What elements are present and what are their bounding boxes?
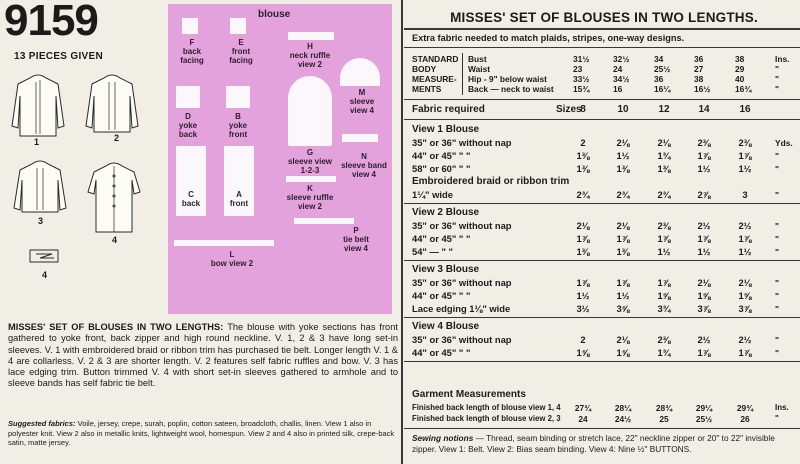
size-header: 14: [698, 104, 710, 115]
fabric-row-value: 1⅞: [697, 233, 711, 244]
description-heading: MISSES' SET OF BLOUSES IN TWO LENGTHS:: [8, 322, 224, 332]
fabric-row-value: 1⅞: [657, 277, 671, 288]
piece-P-letter: P: [353, 226, 359, 235]
sewing-label: Sewing notions: [412, 433, 474, 443]
measurement-value: 36: [654, 74, 664, 84]
measurement-value: 33½: [573, 74, 590, 84]
fabric-row-value: 2½: [697, 220, 711, 231]
piece-K: [286, 176, 336, 182]
piece-H: [288, 32, 334, 40]
measurement-value: 38: [694, 74, 704, 84]
fabric-row-value: 2⅜: [697, 137, 711, 148]
fabric-row-value: 1½: [616, 290, 630, 301]
view-title: View 4 Blouse: [412, 321, 480, 332]
description-body: The blouse with yoke sections has front gathered to yoke front, back zipper and high round neckline. V. 1, 2 & 3 have long set-in sleeves. V. 1 with embroidered braid or ribbon trim has purchased tie belt. Longer length V. 1 & 4 are collarless. V. 2 & 3 are shorter length. V. 2 features self fabric ruffles and bow. V. 3 has lace edging trim. Button trimmed V. 4 with short set-in sleeves gathered to armhole and to sleeve bands has self fabric tie belt.: [8, 322, 398, 389]
subtitle-rule: [404, 47, 800, 48]
fabrics-text: Voile, jersey, crepe, surah, poplin, cotton sateen, broadcloth, challis, linen. View 1 also in polyester knit. View 2 also in metallic knits, lightweight wool, homespun. View 2 and 4 also in printed silk, crepe-back satin, matte jersey.: [8, 419, 395, 448]
fabric-row-label: 44" or 45" " ": [412, 150, 471, 161]
fabric-row-value: 1⅜: [657, 163, 671, 174]
label-B: [224, 112, 252, 139]
sizes-rule: [404, 119, 800, 120]
fabric-row-value: 2⅛: [616, 137, 630, 148]
standard-label-3: MENTS: [412, 84, 442, 94]
fabric-row-value: 1⅝: [697, 290, 711, 301]
fabric-row-value: 1⅞: [738, 233, 752, 244]
chart-subtitle: Extra fabric needed to match plaids, stripes, one-way designs.: [412, 33, 685, 43]
chart-title: MISSES' SET OF BLOUSES IN TWO LENGTHS.: [450, 10, 758, 25]
trim-row-unit: ": [775, 190, 779, 200]
garment-unit: ": [775, 414, 779, 423]
fabric-row-label: 54" — " ": [412, 246, 453, 257]
fabric-required-label: Fabric required: [412, 104, 485, 115]
pattern-number: 9159: [4, 0, 98, 45]
measurement-value: 34: [654, 54, 664, 64]
fabric-row-unit: ": [775, 348, 779, 358]
fabric-row-value: 1⅜: [616, 246, 630, 257]
view-illustrations: [0, 62, 166, 318]
pieces-given: 13 PIECES GIVEN: [14, 51, 103, 62]
trim-title: Embroidered braid or ribbon trim: [412, 176, 570, 187]
piece-E-name: front facing: [229, 47, 253, 65]
fabric-row-unit: ": [775, 278, 779, 288]
label-H: [280, 42, 340, 69]
fabric-row-value: 1⅞: [576, 277, 590, 288]
fabric-row-value: 2⅛: [657, 137, 671, 148]
fabric-row-unit: ": [775, 151, 779, 161]
piece-E: [230, 18, 246, 34]
garment-rule: [404, 428, 800, 429]
piece-M-name: sleeve view 4: [349, 97, 375, 115]
size-header: 12: [658, 104, 670, 115]
label-K: [278, 184, 342, 211]
fabric-row-value: 2⅛: [616, 334, 630, 345]
measurement-label: Bust: [468, 54, 487, 64]
blouse-sketches: [0, 62, 166, 318]
garment-value: 26: [740, 414, 750, 424]
piece-C-name: back: [181, 199, 201, 208]
piece-M-letter: M: [358, 88, 366, 97]
fabric-row-value: 3⅝: [616, 303, 630, 314]
pattern-description: [8, 322, 398, 390]
piece-H-letter: H: [307, 42, 313, 51]
fabric-row-label: 35" or 36" without nap: [412, 220, 512, 231]
figure-label-3: 3: [38, 216, 44, 226]
piece-D-letter: D: [185, 112, 191, 121]
figure-label-4b: 4: [42, 270, 48, 280]
fabric-row-value: 1⅞: [697, 347, 711, 358]
piece-F-name: back facing: [180, 47, 204, 65]
measurement-unit: ": [775, 74, 779, 84]
measurement-value: 38: [735, 54, 745, 64]
size-header: 10: [617, 104, 629, 115]
piece-G: [288, 76, 332, 146]
measurement-value: 15¾: [573, 84, 590, 94]
piece-L: [174, 240, 274, 246]
fabric-row-unit: ": [775, 291, 779, 301]
fabric-row-value: 3⅞: [738, 303, 752, 314]
view-rule: [404, 361, 800, 362]
garment-value: 27¾: [574, 403, 592, 413]
fabric-row-value: 1⅞: [616, 233, 630, 244]
piece-G-name: sleeve view 1-2-3: [287, 157, 333, 175]
piece-B-letter: B: [235, 112, 241, 121]
fabric-row-value: 1½: [738, 246, 752, 257]
fabric-row-value: 1⅞: [738, 347, 752, 358]
piece-D-name: yoke back: [178, 121, 198, 139]
fabric-row-unit: ": [775, 221, 779, 231]
fabric-row-value: 1½: [697, 246, 711, 257]
fabric-row-value: 2½: [738, 220, 752, 231]
piece-L-name: bow view 2: [210, 259, 254, 268]
standard-label-1: BODY: [412, 64, 437, 74]
fabric-row-label: 58" or 60" " ": [412, 163, 471, 174]
piece-K-name: sleeve ruffle view 2: [286, 193, 334, 211]
size-header: 16: [739, 104, 751, 115]
measurement-value: 40: [735, 74, 745, 84]
measurement-value: 16: [613, 84, 623, 94]
fabric-row-value: 1⅝: [738, 290, 752, 301]
sewing-notions: [412, 433, 796, 454]
view-rule: [404, 203, 800, 204]
piece-F-letter: F: [189, 38, 195, 47]
size-header: 8: [580, 104, 586, 115]
fabric-row-label: 44" or 45" " ": [412, 233, 471, 244]
label-A: [224, 190, 254, 208]
fabric-row-label: Lace edging 1⅛" wide: [412, 303, 511, 314]
garment-row-label: Finished back length of blouse view 2, 3: [412, 414, 561, 423]
fabric-row-value: 1⅞: [657, 233, 671, 244]
fabric-row-value: 3¾: [657, 303, 671, 314]
piece-N: [342, 134, 378, 142]
fabric-row-value: 1¾: [657, 150, 671, 161]
piece-N-name: sleeve band view 4: [341, 161, 387, 179]
label-L: [202, 250, 262, 268]
fabric-row-value: 2½: [697, 334, 711, 345]
garment-value: 25: [659, 414, 669, 424]
fabric-row-value: 2⅜: [657, 334, 671, 345]
view-title: View 1 Blouse: [412, 124, 480, 135]
fabric-row-value: 3½: [576, 303, 590, 314]
garment-value: 24: [578, 414, 588, 424]
standard-label-2: MEASURE-: [412, 74, 457, 84]
piece-A-name: front: [229, 199, 249, 208]
fabric-row-value: 1½: [576, 290, 590, 301]
fabrics-label: Suggested fabrics:: [8, 419, 76, 428]
garment-value: 24½: [614, 414, 632, 424]
piece-G-letter: G: [306, 148, 314, 157]
fabric-row-value: 1⅜: [576, 150, 590, 161]
garment-value: 29¼: [695, 403, 713, 413]
measurement-value: 32½: [613, 54, 630, 64]
fabric-row-value: 1⅜: [576, 163, 590, 174]
label-G: [284, 148, 336, 175]
measurement-unit: ": [775, 84, 779, 94]
fabric-row-unit: ": [775, 247, 779, 257]
fabric-row-unit: ": [775, 164, 779, 174]
measure-rule: [404, 99, 800, 100]
trim-row-label: 1¼" wide: [412, 189, 453, 200]
fabric-row-value: 3⅞: [697, 303, 711, 314]
fabric-row-unit: ": [775, 234, 779, 244]
fabric-row-value: 1⅞: [697, 150, 711, 161]
fabric-row-value: 2⅜: [657, 220, 671, 231]
garment-unit: Ins.: [775, 403, 789, 412]
fabric-row-value: 2⅛: [576, 220, 590, 231]
label-C: [176, 190, 206, 208]
measurement-label: Waist: [468, 64, 491, 74]
title-rule: [404, 28, 800, 30]
fabric-row-value: 1⅜: [616, 163, 630, 174]
fabric-row-label: 44" or 45" " ": [412, 347, 471, 358]
pattern-pieces-diagram: [168, 4, 392, 314]
view-rule: [404, 260, 800, 261]
measurement-value: 16¼: [654, 84, 671, 94]
measurement-value: 34½: [613, 74, 630, 84]
measurement-unit: ": [775, 64, 779, 74]
fabric-row-value: 1⅞: [738, 150, 752, 161]
fabric-row-value: 1⅜: [576, 246, 590, 257]
figure-label-4: 4: [112, 235, 118, 245]
measurement-label: Hip - 9" below waist: [468, 74, 547, 84]
figure-label-2: 2: [114, 133, 120, 143]
piece-L-letter: L: [229, 250, 235, 259]
fabric-row-value: 1⅞: [576, 233, 590, 244]
fabric-row-value: 1½: [738, 163, 752, 174]
fabric-row-value: 1⅝: [576, 347, 590, 358]
fabric-row-value: 2⅛: [616, 220, 630, 231]
piece-N-letter: N: [361, 152, 367, 161]
fabric-row-unit: ": [775, 335, 779, 345]
piece-D: [176, 86, 200, 108]
measurement-value: 25½: [654, 64, 671, 74]
fabric-row-value: 1⅝: [657, 290, 671, 301]
fabric-row-value: 1⅝: [616, 347, 630, 358]
fabric-row-value: 2⅛: [738, 277, 752, 288]
view-title: View 2 Blouse: [412, 207, 480, 218]
piece-F: [182, 18, 198, 34]
diagram-title: blouse: [258, 9, 291, 20]
label-N: [340, 152, 388, 179]
fabric-row-value: 2⅛: [697, 277, 711, 288]
garment-value: 29¾: [736, 403, 754, 413]
measurement-value: 27: [694, 64, 704, 74]
fabric-row-unit: Yds.: [775, 138, 793, 148]
measurement-value: 16¾: [735, 84, 752, 94]
trim-row-value: 2¾: [576, 189, 590, 200]
piece-P: [294, 218, 354, 224]
fabric-row-label: 44" or 45" " ": [412, 290, 471, 301]
piece-B: [226, 86, 250, 108]
fabric-row-value: 2⅜: [738, 137, 752, 148]
fabric-row-label: 35" or 36" without nap: [412, 334, 512, 345]
fabric-row-label: 35" or 36" without nap: [412, 277, 512, 288]
garment-value: 28¾: [655, 403, 673, 413]
piece-K-letter: K: [307, 184, 313, 193]
view-rule: [404, 317, 800, 318]
fabric-row-value: 2: [580, 334, 586, 345]
trim-row-value: 2¾: [657, 189, 671, 200]
column-divider: [401, 0, 403, 464]
trim-row-value: 2¾: [616, 189, 630, 200]
piece-A-letter: A: [236, 190, 242, 199]
trim-row-value: 2⅞: [697, 189, 711, 200]
measurement-value: 24: [613, 64, 623, 74]
measurement-value: 16½: [694, 84, 711, 94]
measurement-value: 29: [735, 64, 745, 74]
fabric-row-value: 2: [580, 137, 586, 148]
piece-H-name: neck ruffle view 2: [289, 51, 331, 69]
piece-M: [340, 58, 380, 86]
measurement-unit: Ins.: [775, 54, 790, 64]
standard-label-0: STANDARD: [412, 54, 459, 64]
sewing-text: — Thread, seam binding or stretch lace, 22" neckline zipper or 20" to 22" invisible zipper. View 1: Belt. View 2: Bias seam binding. View 4: Nine ½" BUTTONS.: [412, 433, 775, 454]
label-P: [336, 226, 376, 253]
sizes-label: Sizes: [556, 104, 582, 115]
garment-row-label: Finished back length of blouse view 1, 4: [412, 403, 561, 412]
fabric-row-unit: ": [775, 304, 779, 314]
measurement-bracket: [462, 53, 465, 95]
measurement-label: Back — neck to waist: [468, 84, 554, 94]
label-E: [226, 38, 256, 65]
fabric-row-value: 1⅞: [616, 277, 630, 288]
fabric-row-label: 35" or 36" without nap: [412, 137, 512, 148]
measurement-value: 31½: [573, 54, 590, 64]
piece-B-name: yoke front: [228, 121, 248, 139]
trim-row-value: 3: [742, 189, 748, 200]
piece-C-letter: C: [188, 190, 194, 199]
piece-P-name: tie belt view 4: [343, 235, 369, 253]
label-F: [180, 38, 204, 65]
garment-value: 28¼: [614, 403, 632, 413]
garment-value: 25½: [695, 414, 713, 424]
measurement-value: 36: [694, 54, 704, 64]
fabric-row-value: 2½: [738, 334, 752, 345]
fabric-row-value: 1½: [616, 150, 630, 161]
measurement-value: 23: [573, 64, 583, 74]
figure-label-1: 1: [34, 137, 40, 147]
label-D: [174, 112, 202, 139]
suggested-fabrics: [8, 419, 398, 448]
fabric-row-value: 1½: [657, 246, 671, 257]
fabric-row-value: 1½: [697, 163, 711, 174]
garment-title: Garment Measurements: [412, 389, 526, 400]
piece-E-letter: E: [238, 38, 244, 47]
view-title: View 3 Blouse: [412, 264, 480, 275]
fabric-row-value: 1¾: [657, 347, 671, 358]
label-M: [344, 88, 380, 115]
